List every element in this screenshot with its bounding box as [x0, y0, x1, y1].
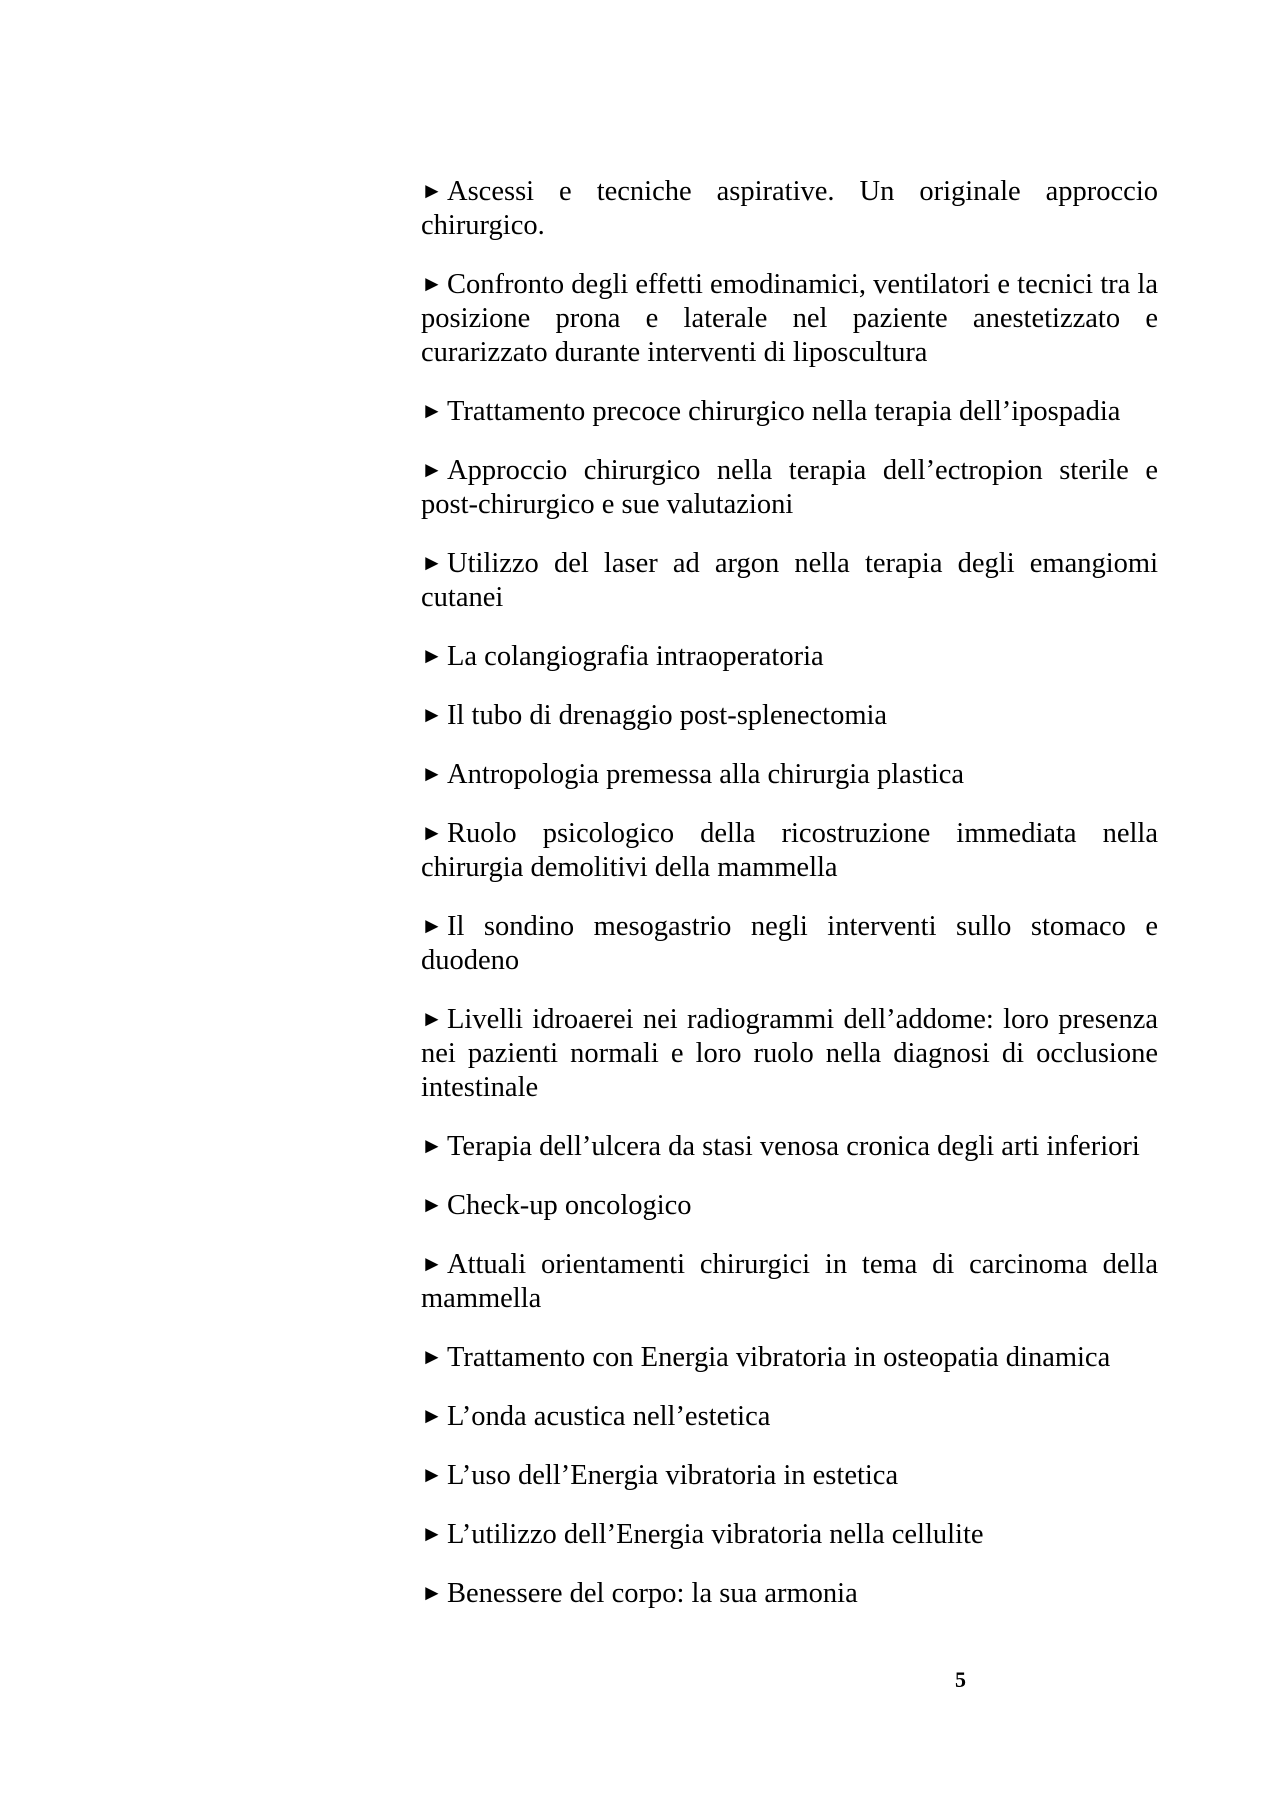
topic-text: Utilizzo del laser ad argon nella terapia degli emangiomi cutanei: [421, 548, 1158, 613]
list-item: [421, 1458, 1158, 1493]
bullet-icon: ►: [421, 1462, 443, 1487]
list-item: [421, 1129, 1158, 1164]
list-item: [421, 1576, 1158, 1611]
topic-text: Attuali orientamenti chirurgici in tema di carcinoma della mammella: [421, 1249, 1158, 1314]
bullet-icon: ►: [421, 643, 443, 668]
list-item: [421, 757, 1158, 792]
bullet-icon: ►: [421, 1251, 443, 1276]
topic-text: Il tubo di drenaggio post-splenectomia: [447, 700, 888, 731]
topic-text: Check-up oncologico: [447, 1190, 692, 1221]
topic-text: La colangiografia intraoperatoria: [447, 641, 824, 672]
bullet-icon: ►: [421, 1521, 443, 1546]
list-item: [421, 546, 1158, 615]
bullet-icon: ►: [421, 761, 443, 786]
bullet-icon: ►: [421, 178, 443, 203]
page-number: 5: [955, 1667, 966, 1692]
bullet-icon: ►: [421, 1580, 443, 1605]
topic-list: [421, 174, 1158, 1635]
topic-text: Ascessi e tecniche aspirative. Un originale approccio chirurgico.: [421, 176, 1158, 241]
topic-text: Livelli idroaerei nei radiogrammi dell’addome: loro presenza nei pazienti normali e loro ruolo nella diagnosi di occlusione intestinale: [421, 1004, 1158, 1103]
topic-text: Trattamento precoce chirurgico nella terapia dell’ipospadia: [447, 396, 1121, 427]
bullet-icon: ►: [421, 913, 443, 938]
list-item: [421, 1340, 1158, 1375]
list-item: [421, 267, 1158, 370]
topic-text: Confronto degli effetti emodinamici, ventilatori e tecnici tra la posizione prona e laterale nel paziente anestetizzato e curarizzato durante interventi di liposcultura: [421, 269, 1158, 368]
topic-text: L’utilizzo dell’Energia vibratoria nella cellulite: [447, 1519, 984, 1550]
bullet-icon: ►: [421, 271, 443, 296]
topic-text: Approccio chirurgico nella terapia dell’ectropion sterile e post-chirurgico e sue valutazioni: [421, 455, 1158, 520]
bullet-icon: ►: [421, 1403, 443, 1428]
bullet-icon: ►: [421, 1006, 443, 1031]
list-item: [421, 816, 1158, 885]
list-item: [421, 1247, 1158, 1316]
list-item: [421, 394, 1158, 429]
list-item: [421, 453, 1158, 522]
topic-text: Terapia dell’ulcera da stasi venosa cronica degli arti inferiori: [447, 1131, 1140, 1162]
list-item: [421, 1517, 1158, 1552]
bullet-icon: ►: [421, 550, 443, 575]
topic-text: Ruolo psicologico della ricostruzione immediata nella chirurgia demolitivi della mammella: [421, 818, 1158, 883]
list-item: [421, 174, 1158, 243]
bullet-icon: ►: [421, 1344, 443, 1369]
topic-text: Il sondino mesogastrio negli interventi sullo stomaco e duodeno: [421, 911, 1158, 976]
topic-text: Trattamento con Energia vibratoria in osteopatia dinamica: [447, 1342, 1111, 1373]
list-item: [421, 1002, 1158, 1105]
topic-text: Benessere del corpo: la sua armonia: [447, 1578, 858, 1609]
list-item: [421, 909, 1158, 978]
bullet-icon: ►: [421, 457, 443, 482]
bullet-icon: ►: [421, 702, 443, 727]
list-item: [421, 1399, 1158, 1434]
bullet-icon: ►: [421, 398, 443, 423]
bullet-icon: ►: [421, 1133, 443, 1158]
list-item: [421, 639, 1158, 674]
list-item: [421, 698, 1158, 733]
topic-text: L’onda acustica nell’estetica: [447, 1401, 771, 1432]
bullet-icon: ►: [421, 1192, 443, 1217]
list-item: [421, 1188, 1158, 1223]
bullet-icon: ►: [421, 820, 443, 845]
topic-text: L’uso dell’Energia vibratoria in estetica: [447, 1460, 899, 1491]
topic-text: Antropologia premessa alla chirurgia plastica: [447, 759, 965, 790]
